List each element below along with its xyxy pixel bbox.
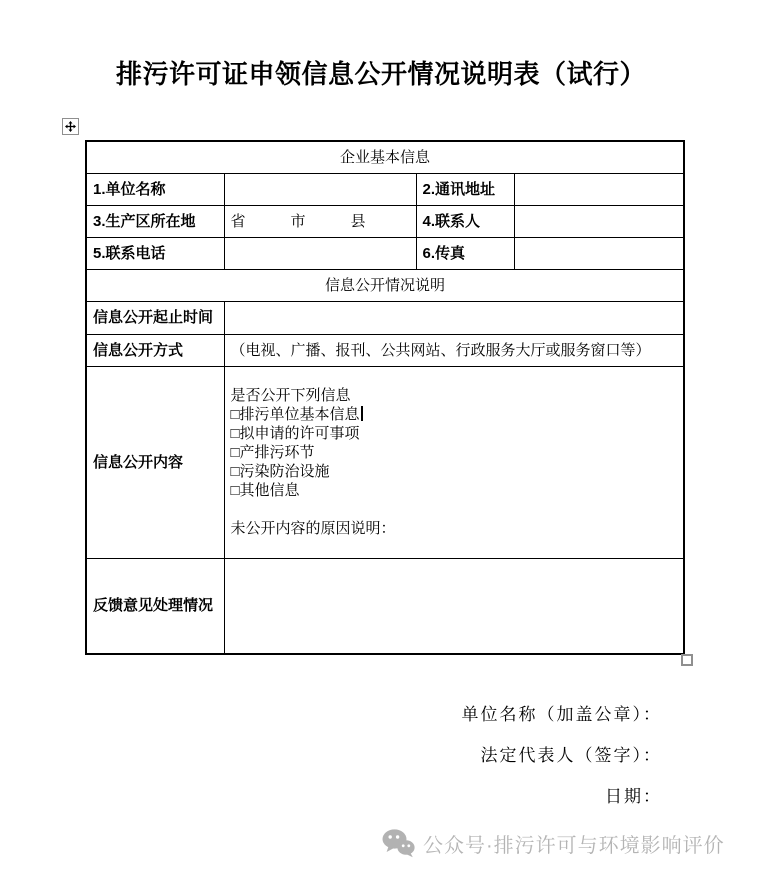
move-arrows-icon <box>65 121 76 132</box>
unit-name-input[interactable] <box>224 173 416 205</box>
checkbox-option-other-info[interactable]: □其他信息 <box>230 481 300 499</box>
table-row <box>86 334 684 366</box>
page-title: 排污许可证申领信息公开情况说明表（试行） <box>115 60 646 89</box>
table-row <box>86 173 684 205</box>
checkbox-option-pollution-links[interactable]: □产排污环节 <box>230 443 315 461</box>
contact-phone-label: 5.联系电话 <box>86 237 224 269</box>
unit-name-label: 1.单位名称 <box>86 173 224 205</box>
table-row <box>86 269 684 301</box>
contact-person-label: 4.联系人 <box>416 205 514 237</box>
table-row <box>86 237 684 269</box>
table-row <box>86 366 684 558</box>
feedback-handling-label: 反馈意见处理情况 <box>86 558 224 654</box>
disclosure-period-input[interactable] <box>224 301 684 334</box>
checkbox-option-permit-items[interactable]: □拟申请的许可事项 <box>230 424 360 442</box>
mailing-address-input[interactable] <box>514 173 684 205</box>
disclosure-period-label: 信息公开起止时间 <box>86 301 224 334</box>
table-move-handle[interactable] <box>62 118 79 135</box>
undisclosed-reason-line[interactable]: 未公开内容的原因说明： <box>230 520 396 538</box>
table-row <box>86 301 684 334</box>
fax-label: 6.传真 <box>416 237 514 269</box>
disclosure-form-table <box>85 140 685 655</box>
feedback-handling-input[interactable] <box>224 558 684 654</box>
blank-line <box>231 500 678 520</box>
signature-block <box>462 704 663 827</box>
table-row <box>86 141 684 173</box>
table-resize-handle[interactable] <box>681 654 693 666</box>
watermark <box>382 827 725 859</box>
production-area-input[interactable]: 省 市 县 <box>224 205 416 237</box>
checkbox-option-basic-info[interactable]: □排污单位基本信息 <box>231 405 678 424</box>
contact-person-input[interactable] <box>514 205 684 237</box>
section-header-basic-info: 企业基本信息 <box>86 141 684 173</box>
disclosure-method-label: 信息公开方式 <box>86 334 224 366</box>
disclosure-content-input[interactable] <box>224 366 684 558</box>
disclosure-method-input[interactable]: （电视、广播、报刊、公共网站、行政服务大厅或服务窗口等） <box>224 334 684 366</box>
mailing-address-label: 2.通讯地址 <box>416 173 514 205</box>
fax-input[interactable] <box>514 237 684 269</box>
content-intro-line: 是否公开下列信息 <box>230 386 351 404</box>
disclosure-content-label: 信息公开内容 <box>86 366 224 558</box>
legal-representative-line: 法定代表人（签字）： <box>480 746 662 765</box>
wechat-icon <box>382 829 415 858</box>
checkbox-option-prevention-facilities[interactable]: □污染防治设施 <box>230 462 330 480</box>
table-row <box>86 205 684 237</box>
section-header-disclosure: 信息公开情况说明 <box>86 269 684 301</box>
watermark-text: 公众号·排污许可与环境影响评价 <box>423 834 725 857</box>
production-area-label: 3.生产区所在地 <box>86 205 224 237</box>
company-seal-line: 单位名称（加盖公章）： <box>461 705 662 724</box>
text-cursor <box>361 406 363 421</box>
date-line: 日期： <box>605 787 662 806</box>
contact-phone-input[interactable] <box>224 237 416 269</box>
table-row <box>86 558 684 654</box>
